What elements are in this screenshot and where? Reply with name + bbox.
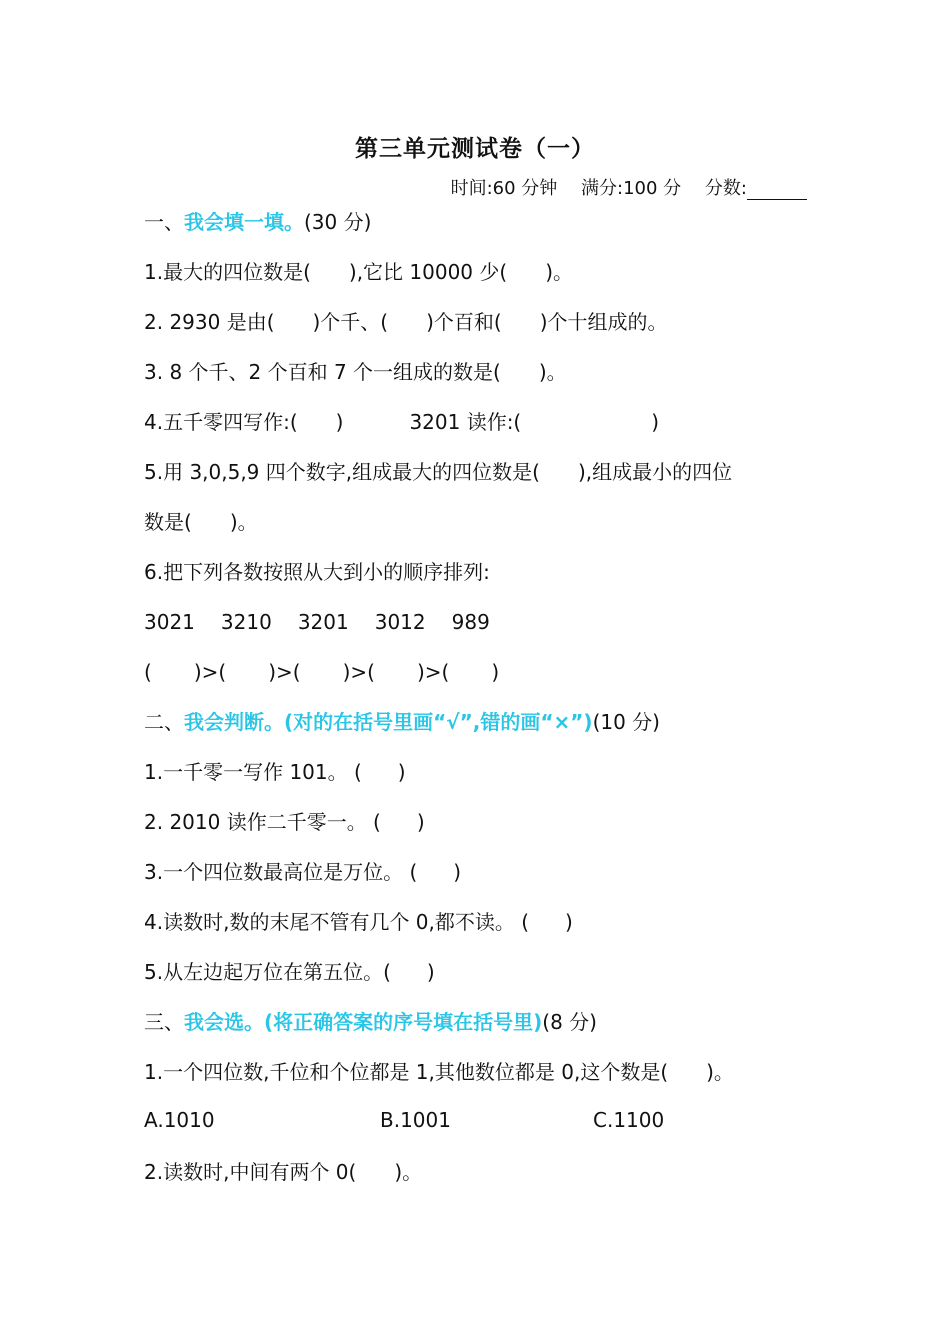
section-3-heading: 三、我会选。(将正确答案的序号填在括号里)(8 分) (144, 1010, 597, 1034)
question-2: 2. 2930 是由( )个千、( )个百和( )个十组成的。 (144, 310, 668, 334)
section-2-heading: 二、我会判断。(对的在括号里画“√”,错的画“×”)(10 分) (144, 710, 660, 734)
judge-1: 1.一千零一写作 101。 ( ) (144, 760, 406, 784)
judge-2: 2. 2010 读作二千零一。 ( ) (144, 810, 425, 834)
choice-1-option-b: B.1001 (380, 1108, 451, 1132)
choice-1-option-c: C.1100 (593, 1108, 665, 1132)
judge-5: 5.从左边起万位在第五位。( ) (144, 960, 435, 984)
score-label: 分数: (705, 178, 807, 199)
choice-1: 1.一个四位数,千位和个位都是 1,其他数位都是 0,这个数是( )。 (144, 1060, 734, 1084)
page-title: 第三单元测试卷（一） (355, 135, 595, 162)
time-label: 时间:60 分钟 (450, 178, 558, 199)
judge-4: 4.读数时,数的末尾不管有几个 0,都不读。 ( ) (144, 910, 573, 934)
question-4: 4.五千零四写作:( ) 3201 读作:( ) (144, 410, 660, 434)
full-score-label: 满分:100 分 (581, 178, 682, 199)
choice-1-option-a: A.1010 (144, 1108, 215, 1132)
question-6-numbers: 3021 3210 3201 3012 989 (144, 610, 490, 634)
choice-2: 2.读数时,中间有两个 0( )。 (144, 1160, 423, 1184)
question-5: 5.用 3,0,5,9 四个数字,组成最大的四位数是( ),组成最小的四位 (144, 460, 733, 484)
question-5-cont: 数是( )。 (144, 510, 258, 534)
exam-meta (433, 174, 807, 200)
question-6-answer: ( )>( )>( )>( )>( ) (144, 660, 500, 684)
question-1: 1.最大的四位数是( ),它比 10000 少( )。 (144, 260, 574, 284)
question-6: 6.把下列各数按照从大到小的顺序排列: (144, 560, 490, 584)
section-1-heading: 一、我会填一填。(30 分) (144, 210, 372, 234)
judge-3: 3.一个四位数最高位是万位。 ( ) (144, 860, 462, 884)
question-3: 3. 8 个千、2 个百和 7 个一组成的数是( )。 (144, 360, 567, 384)
score-blank[interactable] (747, 181, 807, 200)
